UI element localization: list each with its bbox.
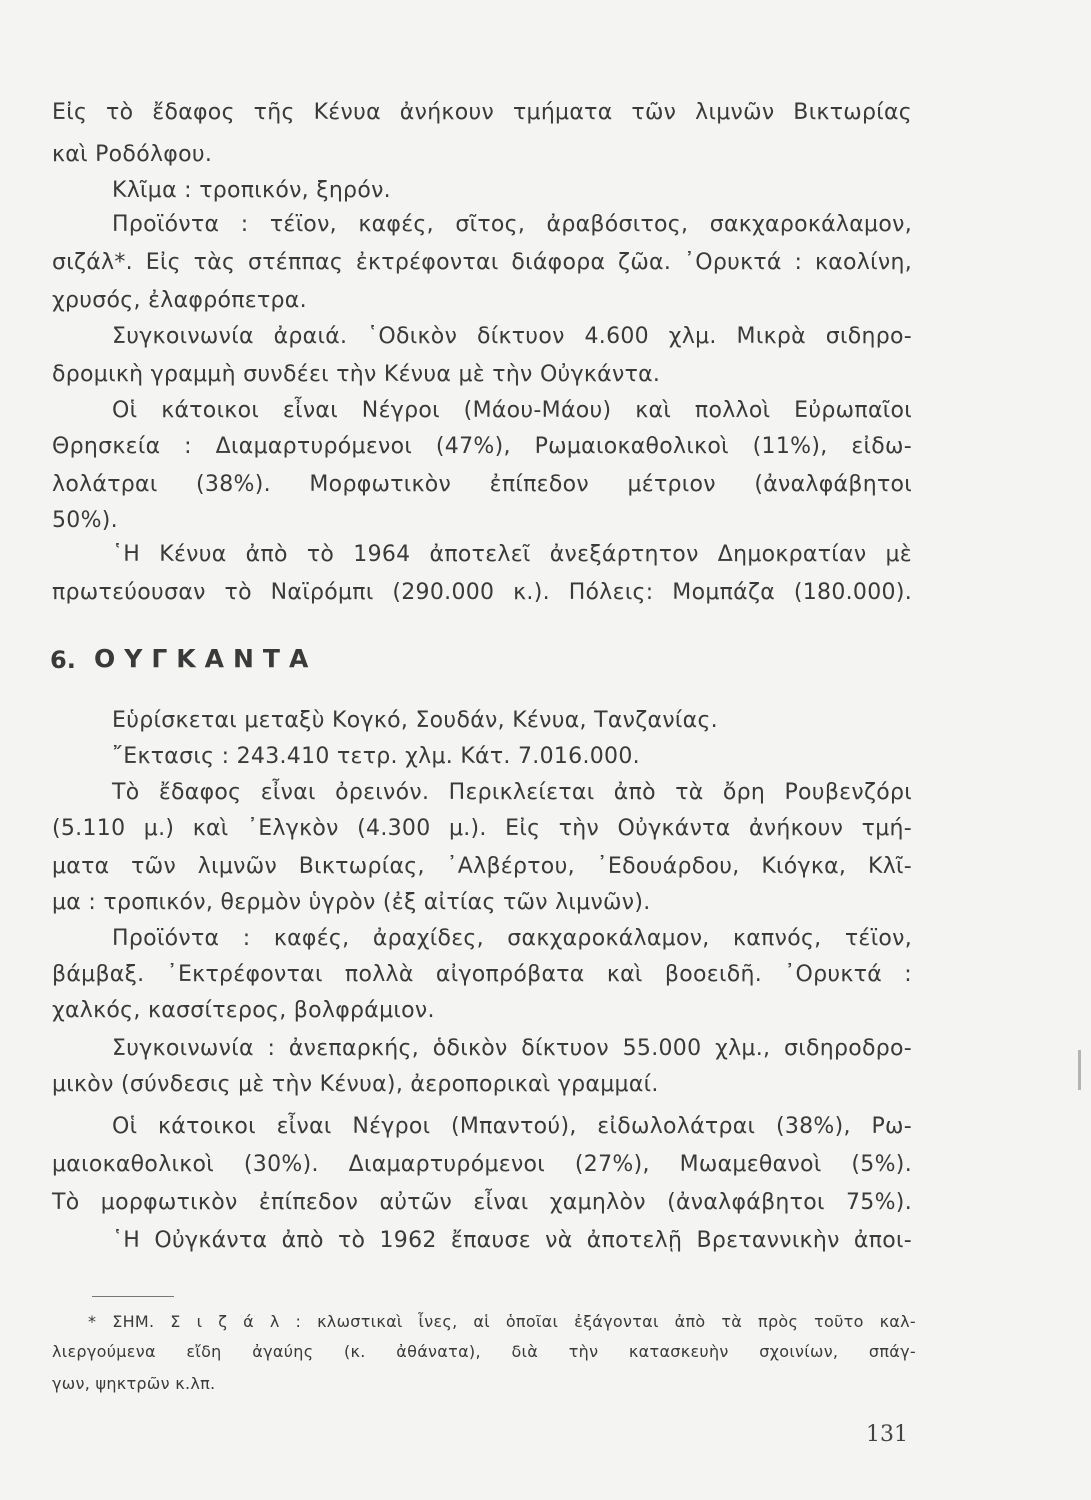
- body-line: ῾Η Οὐγκάντα ἀπὸ τὸ 1962 ἔπαυσε νὰ ἀποτελῇ Βρεταννικὴν ἀποι-: [112, 1228, 912, 1253]
- body-line: Θρησκεία : Διαμαρτυρόμενοι (47%), Ρωμαιοκαθολικοὶ (11%), εἰδω-: [52, 434, 912, 459]
- body-line: Οἱ κάτοικοι εἶναι Νέγροι (Μάου-Μάου) καὶ πολλοὶ Εὐρωπαῖοι: [112, 398, 912, 423]
- body-line: σιζάλ*. Εἰς τὰς στέππας ἐκτρέφονται διάφορα ζῶα. ᾿Ορυκτά : καολίνη,: [52, 250, 912, 275]
- body-line: ῎Εκτασις : 243.410 τετρ. χλμ. Κάτ. 7.016.000.: [112, 744, 640, 769]
- footnote-line: γων, ψηκτρῶν κ.λπ.: [52, 1374, 216, 1393]
- body-line: Εὑρίσκεται μεταξὺ Κογκό, Σουδάν, Κένυα, Τανζανίας.: [112, 708, 718, 733]
- body-line: λολάτραι (38%). Μορφωτικὸν ἐπίπεδον μέτριον (ἀναλφάβητοι: [52, 472, 912, 497]
- footnote-rule: [92, 1296, 174, 1297]
- body-line: βάμβαξ. ᾿Εκτρέφονται πολλὰ αἰγοπρόβατα καὶ βοοειδῆ. ᾿Ορυκτά :: [52, 962, 912, 987]
- body-line: ματα τῶν λιμνῶν Βικτωρίας, ᾿Αλβέρτου, ᾿Εδουάρδου, Κιόγκα, Κλῖ-: [52, 854, 912, 879]
- body-line: Προϊόντα : καφές, ἀραχίδες, σακχαροκάλαμον, καπνός, τέϊον,: [112, 926, 912, 951]
- body-line: Συγκοινωνία ἀραιά. ῾Οδικὸν δίκτυον 4.600 χλμ. Μικρὰ σιδηρο-: [112, 324, 912, 349]
- body-line: Τὸ ἔδαφος εἶναι ὀρεινόν. Περικλείεται ἀπὸ τὰ ὄρη Ρουβενζόρι: [112, 780, 912, 805]
- body-line: πρωτεύουσαν τὸ Ναϊρόμπι (290.000 κ.). Πόλεις: Μομπάζα (180.000).: [52, 580, 912, 605]
- body-line: Συγκοινωνία : ἀνεπαρκής, ὁδικὸν δίκτυον 55.000 χλμ., σιδηροδρο-: [112, 1036, 912, 1061]
- body-line: χαλκός, κασσίτερος, βολφράμιον.: [52, 998, 435, 1023]
- body-line: μαιοκαθολικοὶ (30%). Διαμαρτυρόμενοι (27%), Μωαμεθανοὶ (5%).: [52, 1152, 912, 1177]
- body-line: 50%).: [52, 508, 118, 533]
- footnote-line: * ΣΗΜ. Σ ι ζ ά λ : κλωστικαὶ ἶνες, αἱ ὁποῖαι ἐξάγονται ἀπὸ τὰ πρὸς τοῦτο καλ-: [88, 1312, 916, 1331]
- body-line: Εἰς τὸ ἔδαφος τῆς Κένυα ἀνήκουν τμήματα τῶν λιμνῶν Βικτωρίας: [52, 100, 912, 125]
- body-line: δρομικὴ γραμμὴ συνδέει τὴν Κένυα μὲ τὴν Οὐγκάντα.: [52, 362, 661, 387]
- body-line: μικὸν (σύνδεσις μὲ τὴν Κένυα), ἀεροπορικαὶ γραμμαί.: [52, 1072, 659, 1097]
- body-line: Προϊόντα : τέϊον, καφές, σῖτος, ἀραβόσιτος, σακχαροκάλαμον,: [112, 212, 912, 237]
- body-line: Κλῖμα : τροπικόν, ξηρόν.: [112, 178, 391, 203]
- body-line: Οἱ κάτοικοι εἶναι Νέγροι (Μπαντού), εἰδωλολάτραι (38%), Ρω-: [112, 1114, 912, 1139]
- body-line: χρυσός, ἐλαφρόπετρα.: [52, 288, 307, 313]
- body-line: (5.110 μ.) καὶ ᾿Ελγκὸν (4.300 μ.). Εἰς τὴν Οὐγκάντα ἀνήκουν τμή-: [52, 816, 912, 841]
- section-title: ΟΥΓΚΑΝΤΑ: [94, 644, 318, 673]
- section-number: 6.: [50, 646, 76, 674]
- body-line: ῾Η Κένυα ἀπὸ τὸ 1964 ἀποτελεῖ ἀνεξάρτητον Δημοκρατίαν μὲ: [112, 542, 912, 567]
- body-line: μα : τροπικόν, θερμὸν ὑγρὸν (ἐξ αἰτίας τῶν λιμνῶν).: [52, 890, 651, 915]
- body-line: καὶ Ροδόλφου.: [52, 142, 213, 167]
- scan-mark: [1078, 1050, 1081, 1090]
- page-number: 131: [866, 1422, 908, 1447]
- footnote-line: λιεργούμενα εἴδη ἀγαύης (κ. ἀθάνατα), διὰ τὴν κατασκευὴν σχοινίων, σπάγ-: [52, 1342, 916, 1361]
- body-line: Τὸ μορφωτικὸν ἐπίπεδον αὐτῶν εἶναι χαμηλὸν (ἀναλφάβητοι 75%).: [52, 1190, 912, 1215]
